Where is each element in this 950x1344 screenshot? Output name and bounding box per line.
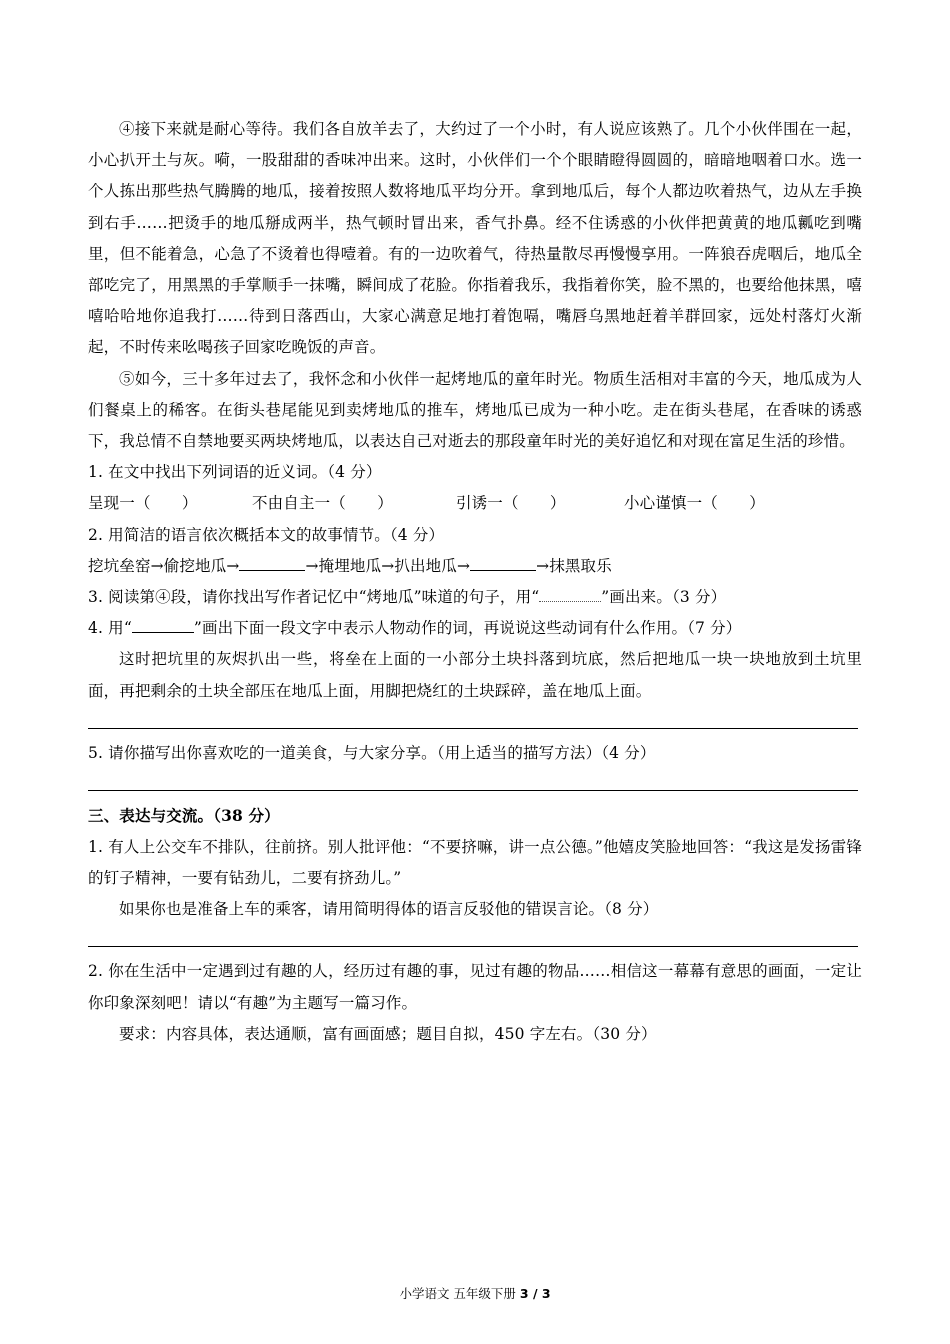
question-3 (88, 582, 862, 613)
answer-line[interactable] (88, 769, 862, 800)
question-3-text: 3. 阅读第④段，请你找出写作者记忆中“烤地瓜”味道的句子，用“ (88, 588, 540, 607)
answer-blank[interactable] (470, 556, 536, 571)
page-footer (0, 1284, 950, 1302)
synonym-item[interactable]: 呈现一（ ） (88, 494, 198, 513)
section-3-title: 三、表达与交流。（38 分） (88, 806, 280, 826)
passage-paragraph-4: ④接下来就是耐心等待。我们各自放羊去了，大约过了一个小时，有人说应该熟了。几个小伙伴围在一起，小心扒开土与灰。嗬，一股甜甜的香味冲出来。这时，小伙伴们一个个眼睛瞪得圆圆的，暗暗地咽着口水。选一个人拣出那些热气腾腾的地瓜，接着按照人数将地瓜平均分开。拿到地瓜后，每个人都边吹着热气，边从左手换到右手……把烫手的地瓜掰成两半，热气顿时冒出来，香气扑鼻。经不住诱惑的小伙伴把黄黄的地瓜瓤吃到嘴里，但不能着急，心急了不烫着也得噎着。有的一边吹着气，待热量散尽再慢慢享用。一阵狼吞虎咽后，地瓜全部吃完了，用黑黑的手掌顺手一抹嘴，瞬间成了花脸。你指着我乐，我指着你笑，脸不黑的，也要给他抹黑，嘻嘻哈哈地你追我打……待到日落西山，大家心满意足地打着饱嗝，嘴唇乌黑地赶着羊群回家，远处村落灯火渐起，不时传来吆喝孩子回家吃晚饭的声音。 (88, 120, 862, 357)
passage-paragraph-5: ⑤如今，三十多年过去了，我怀念和小伙伴一起烤地瓜的童年时光。物质生活相对丰富的今天，地瓜成为人们餐桌上的稀客。在街头巷尾能见到卖烤地瓜的推车，烤地瓜已成为一种小吃。走在街头巷尾，在香味的诱惑下，我总情不自禁地要买两块烤地瓜，以表达自己对逝去的那段童年时光的美好追忆和对现在富足生活的珍惜。 (88, 369, 862, 451)
footer-page-number: 3 / 3 (519, 1286, 551, 1301)
answer-line[interactable] (88, 925, 862, 956)
exam-content (88, 114, 862, 1050)
question-4-excerpt: 这时把坑里的灰烬扒出一些，将垒在上面的一小部分土块抖落到坑底，然后把地瓜一块一块地放到土坑里面，再把剩余的土块全部压在地瓜上面，用脚把烧红的土块踩碎，盖在地瓜上面。 (88, 650, 862, 700)
plot-chain-part: →抹黑取乐 (536, 556, 612, 575)
wavy-line-mark (539, 589, 601, 602)
question-4-text: 4. 用“ (88, 619, 132, 638)
section-3-question-2-requirements: 要求：内容具体，表达通顺，富有画面感；题目自拟，450 字左右。（30 分） (119, 1024, 657, 1043)
question-1-items (88, 488, 862, 519)
footer-label: 小学语文 五年级下册 (399, 1286, 520, 1301)
synonym-item[interactable]: 不由自主一（ ） (252, 494, 393, 513)
answer-blank[interactable] (239, 556, 305, 571)
question-5-title: 5. 请你描写出你喜欢吃的一道美食，与大家分享。（用上适当的描写方法）（4 分） (88, 744, 656, 763)
section-3-question-2: 2. 你在生活中一定遇到过有趣的人，经历过有趣的事，见过有趣的物品……相信这一幕幕有意思的画面，一定让你印象深刻吧！请以“有趣”为主题写一篇习作。 (88, 962, 862, 1012)
question-2-plot-chain (88, 551, 862, 582)
question-4 (88, 613, 862, 644)
synonym-item[interactable]: 小心谨慎一（ ） (624, 494, 765, 513)
answer-line[interactable] (88, 707, 862, 738)
synonym-item[interactable]: 引诱一（ ） (456, 494, 566, 513)
question-1-title: 1. 在文中找出下列词语的近义词。（4 分） (88, 463, 382, 482)
section-3-question-1: 1. 有人上公交车不排队，往前挤。别人批评他：“不要挤嘛，讲一点公德。”他嬉皮笑脸地回答：“我这是发扬雷锋的钉子精神，一要有钻劲儿，二要有挤劲儿。” (88, 837, 862, 887)
question-4-text-end: ”画出下面一段文字中表示人物动作的词，再说说这些动词有什么作用。（7 分） (193, 619, 742, 638)
plot-chain-part: →掩埋地瓜→扒出地瓜→ (305, 556, 471, 575)
question-2-title: 2. 用简洁的语言依次概括本文的故事情节。（4 分） (88, 525, 445, 544)
plot-chain-part: 挖坑垒窑→偷挖地瓜→ (88, 556, 240, 575)
underline-mark (132, 619, 194, 633)
section-3-question-1-task: 如果你也是准备上车的乘客，请用简明得体的语言反驳他的错误言论。（8 分） (119, 900, 659, 919)
question-3-text-end: ”画出来。（3 分） (601, 588, 727, 607)
